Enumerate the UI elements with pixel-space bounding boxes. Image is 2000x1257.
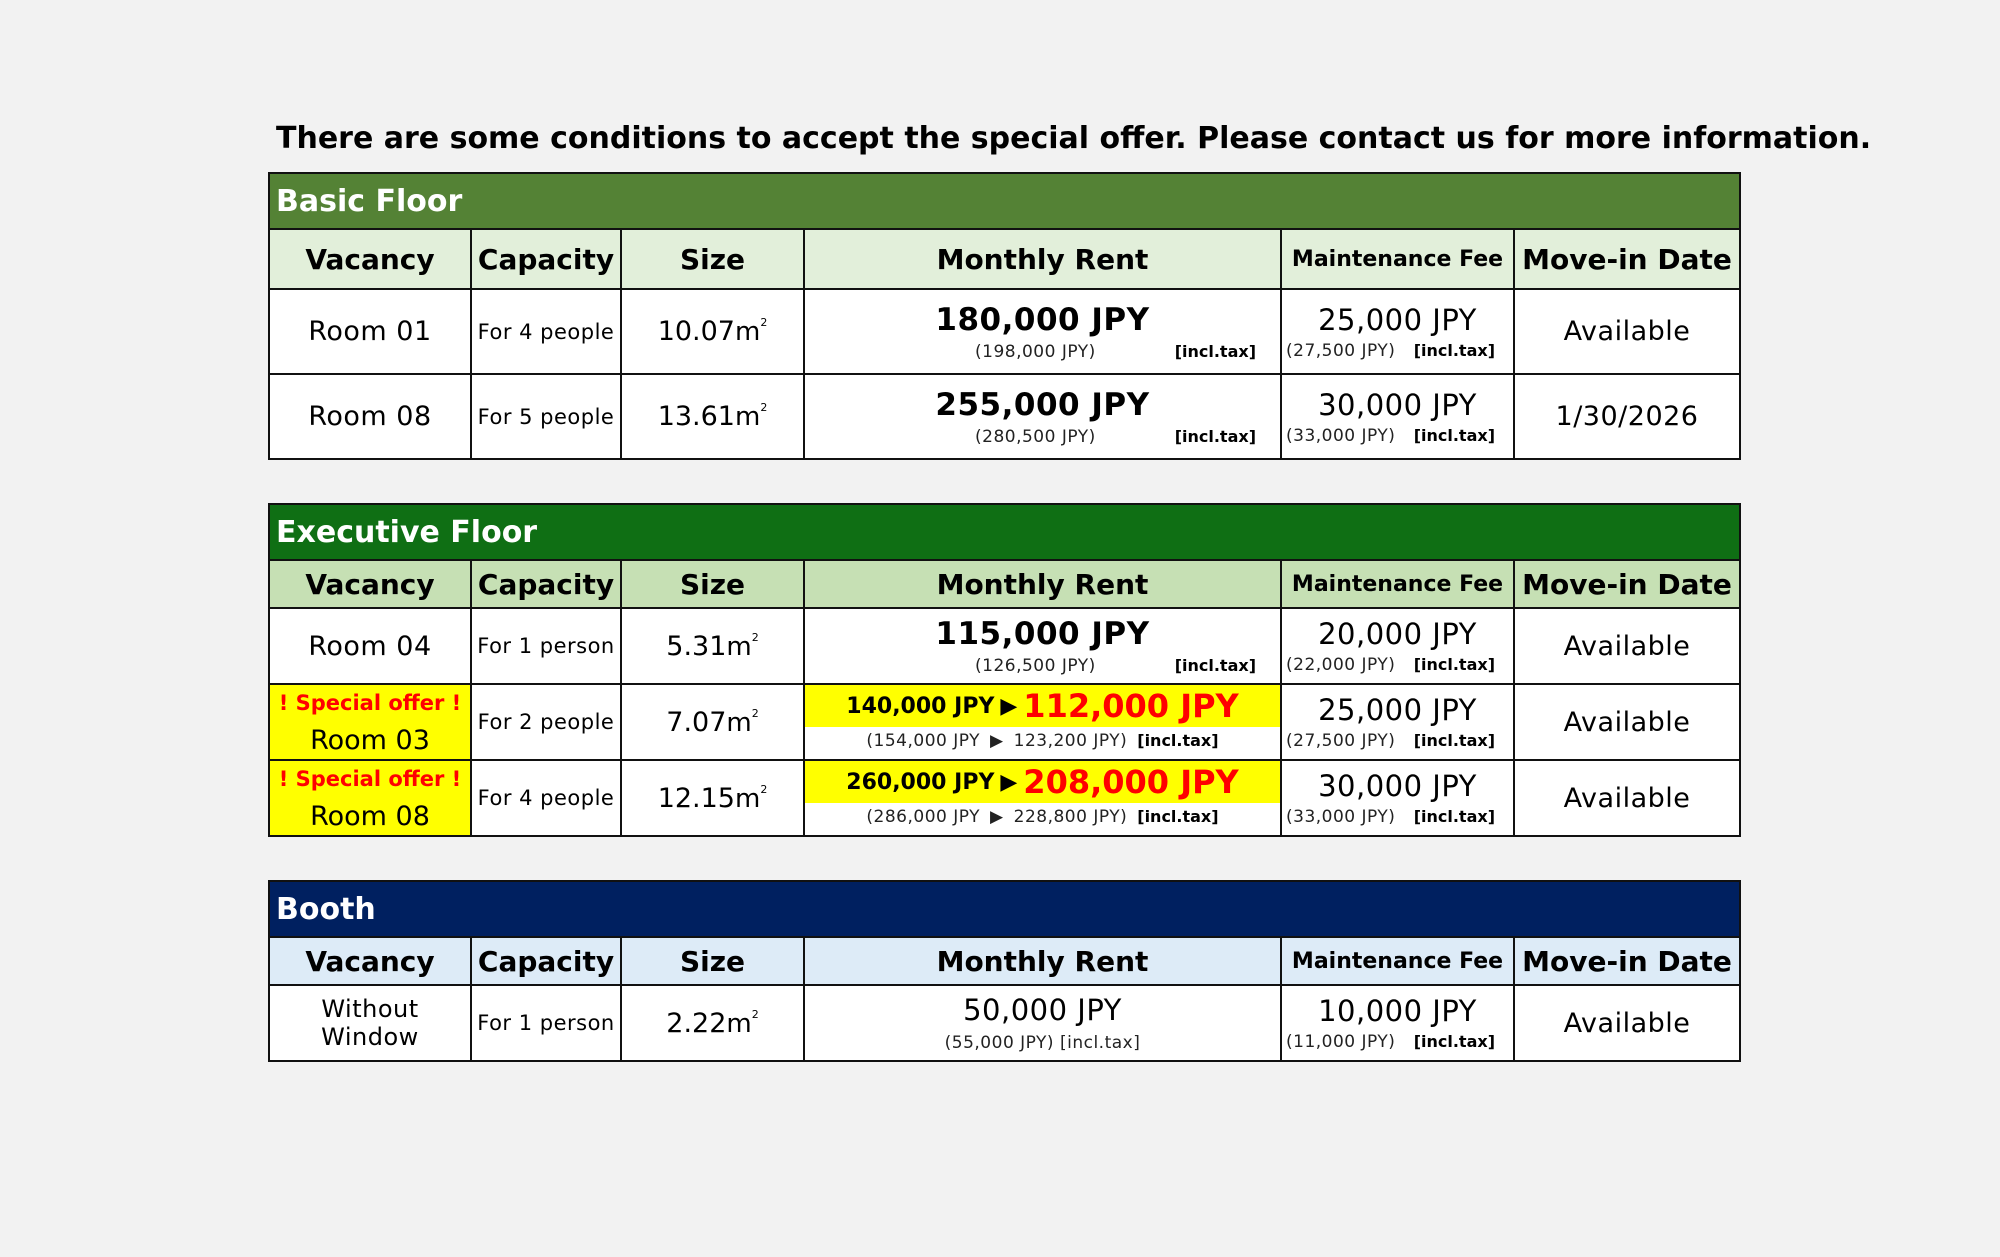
- capacity: For 4 people: [471, 289, 621, 374]
- maintenance-fee: 25,000 JPY (27,500 JPY) [incl.tax]: [1281, 289, 1514, 374]
- header-size: Size: [621, 937, 804, 985]
- size: $12.15m^2$: [621, 760, 804, 836]
- header-monthly-rent: Monthly Rent: [804, 937, 1281, 985]
- monthly-rent: 115,000 JPY (126,500 JPY) [incl.tax]: [804, 608, 1281, 684]
- section-title-booth: Booth: [269, 881, 1740, 937]
- move-in-date: Available: [1514, 760, 1740, 836]
- header-monthly-rent: Monthly Rent: [804, 229, 1281, 289]
- special-offer-room: [269, 684, 471, 760]
- maintenance-fee: 20,000 JPY (22,000 JPY) [incl.tax]: [1281, 608, 1514, 684]
- maintenance-fee: 30,000 JPY (33,000 JPY) [incl.tax]: [1281, 760, 1514, 836]
- special-offer-room: [269, 760, 471, 836]
- header-maintenance-fee: Maintenance Fee: [1281, 560, 1514, 608]
- room-name: Room 03: [310, 724, 430, 756]
- room-name: Room 08: [310, 800, 430, 832]
- arrow-right-icon: ▶: [990, 807, 1004, 827]
- monthly-rent: 255,000 JPY (280,500 JPY) [incl.tax]: [804, 374, 1281, 459]
- header-vacancy: Vacancy: [269, 229, 471, 289]
- room-name: Without Window: [269, 985, 471, 1061]
- move-in-date: Available: [1514, 684, 1740, 760]
- special-offer-notice: There are some conditions to accept the special offer. Please contact us for more information.: [276, 121, 1872, 156]
- header-move-in-date: Move-in Date: [1514, 937, 1740, 985]
- table-row: [269, 608, 1740, 684]
- section-title-executive-floor: Executive Floor: [269, 504, 1740, 560]
- capacity: For 5 people: [471, 374, 621, 459]
- table-row: [269, 684, 1740, 760]
- room-name: Room 04: [269, 608, 471, 684]
- new-rent: 112,000 JPY: [1023, 687, 1239, 725]
- size: $5.31m^2$: [621, 608, 804, 684]
- header-monthly-rent: Monthly Rent: [804, 560, 1281, 608]
- room-name: Room 01: [269, 289, 471, 374]
- header-maintenance-fee: Maintenance Fee: [1281, 229, 1514, 289]
- monthly-rent: 180,000 JPY (198,000 JPY) [incl.tax]: [804, 289, 1281, 374]
- header-move-in-date: Move-in Date: [1514, 560, 1740, 608]
- monthly-rent-offer: 260,000 JPY ▶ 208,000 JPY (286,000 JPY ▶ 228,800 JPY) [incl.tax]: [804, 760, 1281, 836]
- room-name: Room 08: [269, 374, 471, 459]
- monthly-rent-offer: 140,000 JPY ▶ 112,000 JPY (154,000 JPY ▶ 123,200 JPY) [incl.tax]: [804, 684, 1281, 760]
- table-row: [269, 289, 1740, 374]
- size: $10.07m^2$: [621, 289, 804, 374]
- special-offer-label: ! Special offer !: [278, 690, 462, 715]
- old-rent: 140,000 JPY: [846, 693, 995, 719]
- maintenance-fee: 25,000 JPY (27,500 JPY) [incl.tax]: [1281, 684, 1514, 760]
- arrow-right-icon: ▶: [990, 731, 1004, 751]
- move-in-date: 1/30/2026: [1514, 374, 1740, 459]
- capacity: For 4 people: [471, 760, 621, 836]
- monthly-rent: 50,000 JPY (55,000 JPY) [incl.tax]: [804, 985, 1281, 1061]
- table-row: [269, 374, 1740, 459]
- header-vacancy: Vacancy: [269, 560, 471, 608]
- header-vacancy: Vacancy: [269, 937, 471, 985]
- move-in-date: Available: [1514, 985, 1740, 1061]
- basic-floor-table: [268, 172, 1741, 460]
- arrow-right-icon: ▶: [1000, 693, 1018, 719]
- new-rent: 208,000 JPY: [1023, 763, 1239, 801]
- capacity: For 1 person: [471, 985, 621, 1061]
- maintenance-fee: 30,000 JPY (33,000 JPY) [incl.tax]: [1281, 374, 1514, 459]
- size: $13.61m^2$: [621, 374, 804, 459]
- header-capacity: Capacity: [471, 560, 621, 608]
- capacity: For 1 person: [471, 608, 621, 684]
- section-title-basic-floor: Basic Floor: [269, 173, 1740, 229]
- header-maintenance-fee: Maintenance Fee: [1281, 937, 1514, 985]
- booth-table: [268, 880, 1741, 1062]
- executive-floor-table: [268, 503, 1741, 837]
- special-offer-label: ! Special offer !: [278, 766, 462, 791]
- size: $7.07m^2$: [621, 684, 804, 760]
- move-in-date: Available: [1514, 289, 1740, 374]
- table-row: [269, 985, 1740, 1061]
- header-capacity: Capacity: [471, 229, 621, 289]
- arrow-right-icon: ▶: [1000, 769, 1018, 795]
- move-in-date: Available: [1514, 608, 1740, 684]
- table-row: [269, 760, 1740, 836]
- header-move-in-date: Move-in Date: [1514, 229, 1740, 289]
- capacity: For 2 people: [471, 684, 621, 760]
- header-size: Size: [621, 560, 804, 608]
- header-capacity: Capacity: [471, 937, 621, 985]
- maintenance-fee: 10,000 JPY (11,000 JPY) [incl.tax]: [1281, 985, 1514, 1061]
- old-rent: 260,000 JPY: [846, 769, 995, 795]
- header-size: Size: [621, 229, 804, 289]
- size: $2.22m^2$: [621, 985, 804, 1061]
